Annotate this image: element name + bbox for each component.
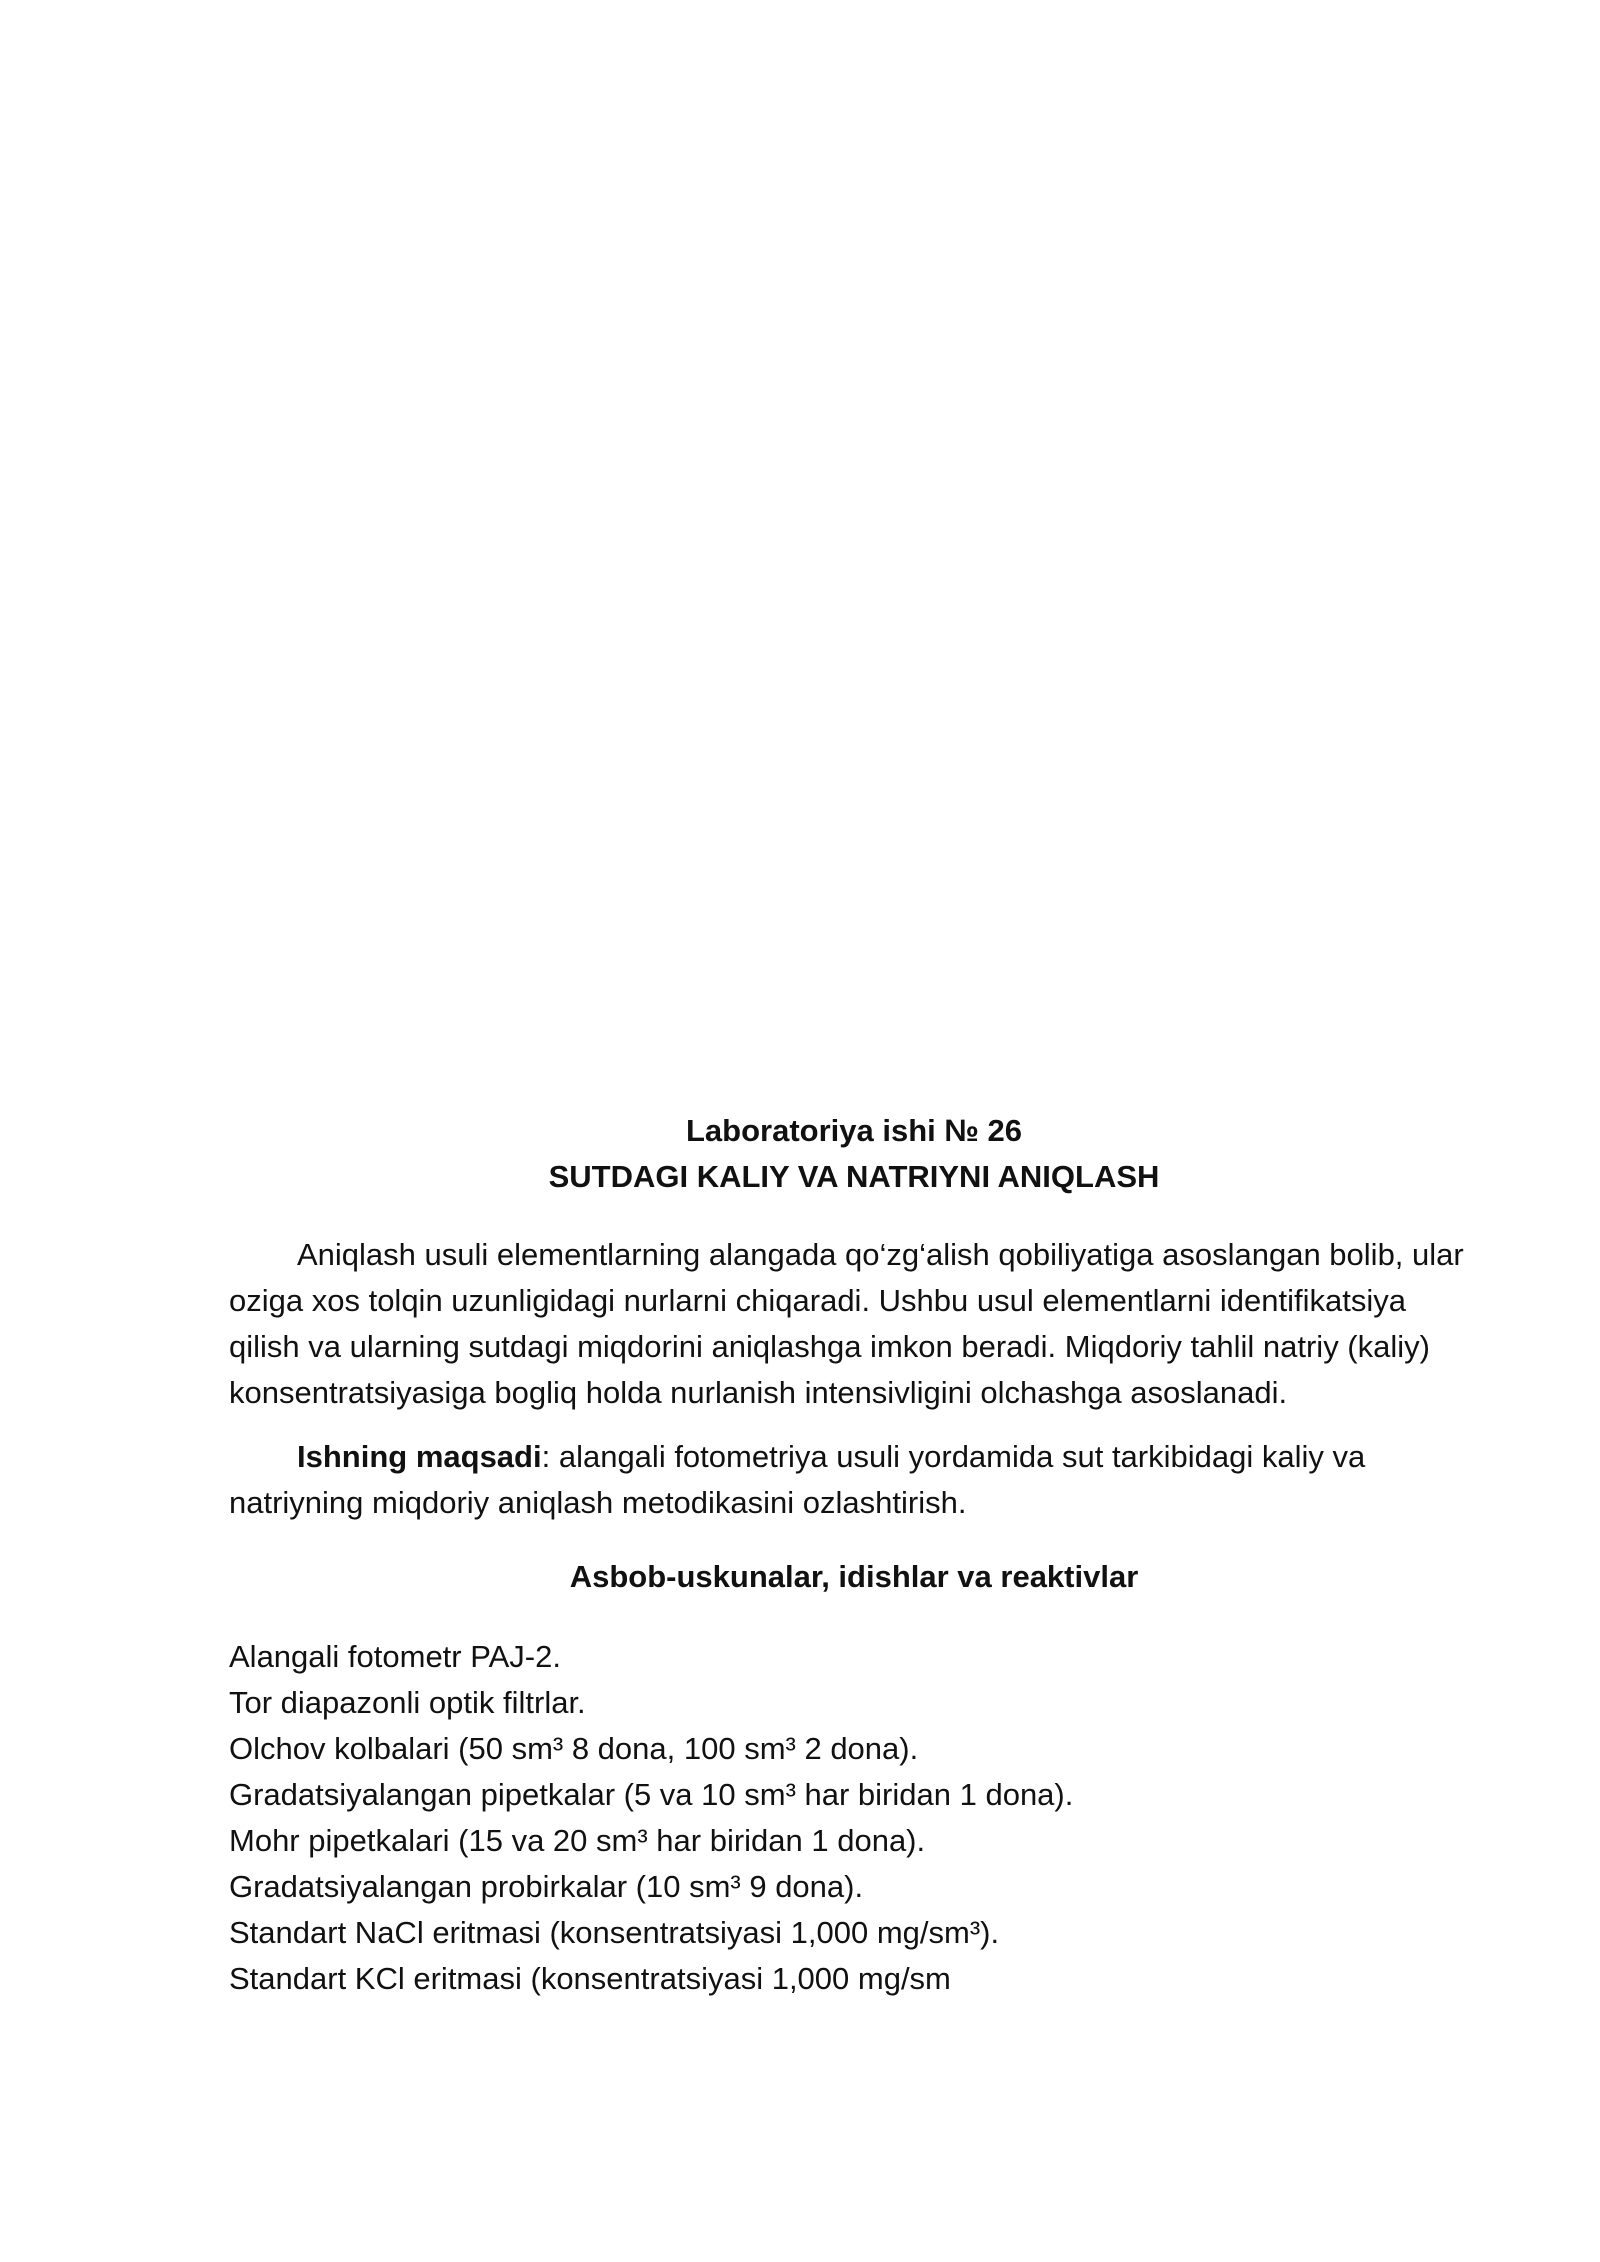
equipment-item: Alangali fotometr PAJ-2. (229, 1639, 561, 1674)
intro-paragraph: Aniqlash usuli elementlarning alangada qo‘zg‘alish qobiliyatiga asoslangan bolib, ular oziga xos tolqin uzunligidagi nurlarni chiqaradi. Ushbu usul elementlarni identifikatsiya qilish va ularning sutdagi miqdorini aniqlashga imkon beradi. Miqdoriy tahlil natriy (kaliy) konsentratsiyasiga bogliq holda nurlanish intensivligini olchashga asoslanadi. (229, 1237, 1464, 1410)
equipment-item: Tor diapazonli optik filtrlar. (229, 1685, 586, 1720)
goal-label: Ishning maqsadi (297, 1439, 542, 1474)
equipment-item: Standart NaCl eritmasi (konsentratsiyasi 1,000 mg/sm³). (229, 1915, 1000, 1950)
equipment-item: Standart KCl eritmasi (konsentratsiyasi 1,000 mg/sm (229, 1961, 951, 1996)
goal-paragraph (229, 1434, 1479, 1526)
equipment-heading: Asbob-uskunalar, idishlar va reaktivlar (569, 1559, 1139, 1594)
equipment-item: Olchov kolbalari (50 sm³ 8 dona, 100 sm³ 2 dona). (229, 1731, 919, 1766)
document-body (229, 1108, 1479, 2002)
lab-work-subtitle: SUTDAGI KALIY VA NATRIYNI ANIQLASH (548, 1159, 1160, 1194)
equipment-item: Gradatsiyalangan pipetkalar (5 va 10 sm³ har biridan 1 dona). (229, 1777, 1074, 1812)
equipment-list (229, 1634, 1479, 2002)
equipment-item: Gradatsiyalangan probirkalar (10 sm³ 9 dona). (229, 1869, 864, 1904)
goal-text: : alangali fotometriya usuli yordamida sut tarkibidagi kaliy va natriyning miqdoriy aniqlash metodikasini ozlashtirish. (229, 1439, 1366, 1520)
equipment-item: Mohr pipetkalari (15 va 20 sm³ har biridan 1 dona). (229, 1823, 926, 1858)
lab-work-title: Laboratoriya ishi № 26 (685, 1113, 1023, 1148)
